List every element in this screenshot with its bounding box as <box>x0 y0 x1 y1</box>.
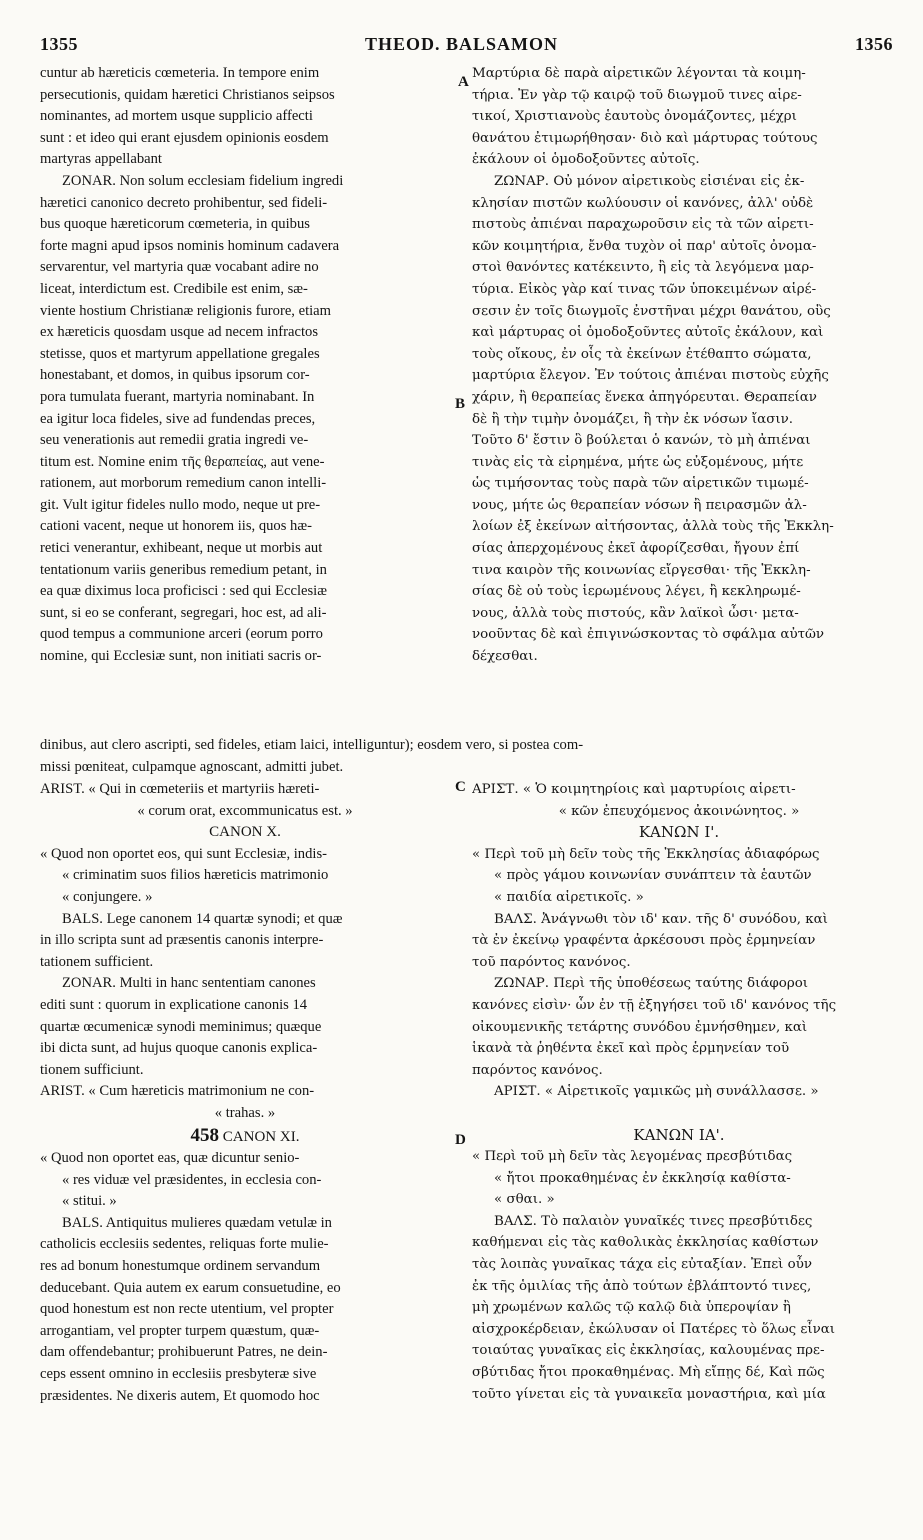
text-line: nomine, qui Ecclesiæ sunt, non initiati sacris or- <box>40 648 322 665</box>
text-line: res ad bonum honestumque ordinem servandum <box>40 1258 321 1275</box>
canon-text: « σθαι. » <box>494 1192 555 1208</box>
arist-summary-greek: ΑΡΙΣΤ. « Αἱρετικοῖς γαμικῶς μὴ συνάλλασσε. » <box>494 1084 819 1100</box>
text-line: ἐκ τῆς ὁμιλίας τῆς ἀπὸ τούτων ἐβλάπτοντό τινες, <box>472 1278 812 1294</box>
text-line: martyras appellabant <box>40 151 162 168</box>
text-line: ΒΑΛΣ. Ἀνάγνωθι τὸν ιδ' καν. τῆς δ' συνόδου, καὶ <box>494 911 828 927</box>
text-line: ὡς τιμήσοντας τοὺς παρὰ τῶν αἱρετικῶν τιμωμέ- <box>472 476 809 492</box>
text-line: Μαρτύρια δὲ παρὰ αἱρετικῶν λέγονται τὰ κοιμη- <box>472 66 806 81</box>
text-line: ΖΩΝΑΡ. Περὶ τῆς ὑποθέσεως ταύτης διάφοροι <box>494 976 809 992</box>
text-line: τοῦτο γίνεται εἰς τὰ γυναικεῖα μοναστήρια, καὶ μία <box>472 1386 826 1402</box>
text-line: cationi vacent, neque ut honorem iis, quos hæ- <box>40 518 312 535</box>
text-line: BALS. Lege canonem 14 quartæ synodi; et quæ <box>62 910 343 927</box>
arist-summary-latin: ARIST. « Qui in cœmeteriis et martyriis hæreti- <box>40 781 320 797</box>
text-line: dinibus, aut clero ascripti, sed fideles, etiam laici, intelliguntur); eosdem vero, si postea com- <box>40 737 584 753</box>
canon-text: « res viduæ vel præsidentes, in ecclesia con- <box>62 1171 322 1188</box>
text-line: τύρια. Εἰκὸς γὰρ καί τινας τῶν ὑποκειμένων αἱρέ- <box>472 281 817 297</box>
latin-column-bottom <box>40 779 450 1407</box>
canon-text: « πρὸς γάμου κοινωνίαν συνάπτειν τὰ ἑαυτῶν <box>494 868 812 884</box>
text-line: sunt : et ideo qui erant ejusdem opinionis eosdem <box>40 129 329 146</box>
text-line: στοὶ θανόντες κατέκειντο, ἢ εἰς τὰ λεγόμενα μαρ- <box>472 260 814 276</box>
text-line: deducebant. Quia autem ex earum consuetudine, eo <box>40 1279 341 1296</box>
greek-column-top <box>472 63 886 668</box>
text-line: τινα καιρὸν τῆς κοινωνίας εἴργεσθαι· τῆς Ἐκκλη- <box>472 562 811 578</box>
running-title: THEOD. BALSAMON <box>364 34 559 54</box>
canon-text: « Quod non oportet eas, quæ dicuntur senio- <box>40 1150 300 1167</box>
margin-letter-a: A <box>458 74 469 90</box>
text-line: ex hæreticis quosdam usque ad necem infractos <box>40 324 319 341</box>
canon-text: « Περὶ τοῦ μὴ δεῖν τὰς λεγομένας πρεσβύτιδας <box>472 1149 793 1165</box>
text-line: bus quoque hæreticorum cœmeteria, in quibus <box>40 216 310 233</box>
text-line: nominantes, ad mortem usque supplicio affecti <box>40 108 313 125</box>
text-line: πιστοὺς ἀπιέναι παραχωροῦσιν εἰς τὰ τῶν αἱρετι- <box>472 217 814 233</box>
arist-summary-greek-cont: « κῶν ἐπευχόμενος ἀκοινώνητος. » <box>558 803 800 819</box>
text-line: νοοῦντας δὲ καὶ ἐπιγινώσκοντας τὸ σφάλμα αὐτῶν <box>472 627 825 643</box>
margin-letter-b: B <box>455 396 466 412</box>
canon-heading-x: CANON X. <box>209 824 281 841</box>
text-line: ZONAR. Multi in hanc sententiam canones <box>62 975 316 992</box>
text-line: editi sunt : quorum in explicatione canonis 14 <box>40 996 308 1013</box>
text-line: tionem sufficiunt. <box>40 1061 144 1078</box>
text-line: ceps essent omnino in ecclesiis presbyteræ sive <box>40 1366 317 1383</box>
text-line: Τοῦτο δ' ἔστιν ὃ βούλεται ὁ κανών, τὸ μὴ ἀπιέναι <box>472 433 811 449</box>
text-line: σβύτιδας ἤτοι προκαθημένας. Μὴ εἴπῃς δέ, Καὶ πῶς <box>472 1365 825 1381</box>
text-line: καὶ μάρτυρας οἱ ὁμοδοξοῦντες αὐτοῖς ἐκάλουν, καὶ <box>472 325 824 341</box>
text-line: τοιαύτας γυναῖκας εἰς ἐκκλησίας, καλουμένας πρε- <box>472 1343 825 1359</box>
canon-text: « criminatim suos filios hæreticis matrimonio <box>62 867 329 884</box>
text-line: νους, μήτε ὡς θεραπείαν νόσων ἢ πειρασμῶν ἀλ- <box>472 497 807 513</box>
margin-letter-c: C <box>455 779 466 795</box>
text-line: χάριν, ἢ θεραπείας ἕνεκα ἀπηγόρευται. Θεραπείαν <box>472 389 817 405</box>
canon-heading-ia: ΚΑΝΩΝ ΙΑ'. <box>633 1125 725 1144</box>
text-line: τὰς λοιπὰς γυναῖκας τάχα εἰς εὐταξίαν. Ἐπεὶ οὖν <box>472 1257 813 1273</box>
text-line: μὴ χρωμένων καλῶς τῷ καλῷ διὰ ὑπεροψίαν ἢ <box>472 1300 791 1316</box>
text-line: præsidentes. Ne dixeris autem, Et quomodo hoc <box>40 1387 320 1404</box>
text-line: καθήμεναι εἰς τὰς καθολικὰς ἐκκλησίας καθίστων <box>472 1235 819 1251</box>
canon-text: « conjungere. » <box>62 888 153 905</box>
text-line: git. Vult igitur fideles nullo modo, neque ut pre- <box>40 496 321 513</box>
canon-heading-xi: 458 CANON XI. <box>190 1124 300 1146</box>
text-line: κανόνες εἰσὶν· ὧν ἐν τῇ ἐξηγήσει τοῦ ιδ' κανόνος τῆς <box>472 997 837 1013</box>
margin-letter-d: D <box>455 1132 466 1148</box>
text-line: ibi dicta sunt, ad hujus quoque canonis explica- <box>40 1040 318 1057</box>
text-line: pora tumulata fuerant, martyria nominabant. In <box>40 388 315 405</box>
text-line: σίας δὲ οὐ τοὺς ἱερωμένους λέγει, ἢ κεκληρωμέ- <box>472 584 801 600</box>
text-line: arrogantiam, vel propter turpem quæstum, quæ- <box>40 1322 320 1339</box>
text-line: ΒΑΛΣ. Τὸ παλαιὸν γυναῖκές τινες πρεσβύτιδες <box>494 1213 813 1229</box>
text-line: τοὺς οἴκους, ἐν οἷς τὰ ἐκείνων ἐτέθαπτο σώματα, <box>472 346 812 362</box>
text-line: missi pœniteat, culpamque agnoscant, admitti jubet. <box>40 758 344 775</box>
text-line: tentationum variis generibus remedium petant, in <box>40 561 327 578</box>
text-line: τικοί, Χριστιανοὺς ἑαυτοὺς ὀνομάζοντες, μέχρι <box>472 109 797 125</box>
text-line: forte magni apud ipsos nominis hominum cadavera <box>40 237 340 254</box>
text-line: liceat, interdictum est. Credibile est enim, sæ- <box>40 280 308 297</box>
text-line: seu venerationis aut remedii gratia ingredi ve- <box>40 432 309 449</box>
text-line: τήρια. Ἐν γὰρ τῷ καιρῷ τοῦ διωγμοῦ τινες αἱρε- <box>472 87 802 103</box>
text-line: λοίων ἐξ ἐκείνων αἰτήσοντας, ἀλλὰ τοὺς τῆς Ἐκκλη- <box>472 519 834 535</box>
text-line: sunt, si eo se conferant, segregari, hoc est, ad ali- <box>40 604 327 621</box>
arist-summary-greek: ΑΡΙΣΤ. « Ὁ κοιμητηρίοις καὶ μαρτυρίοις αἱρετι- <box>472 782 796 797</box>
text-line: οἰκουμενικῆς τετάρτης συνόδου ἐμνήσθημεν, καὶ <box>472 1019 808 1035</box>
text-line: stetisse, quos et martyrum appellatione gregales <box>40 345 320 362</box>
text-line: viente hostium Christianæ religionis furore, etiam <box>40 302 332 319</box>
canon-text: « stitui. » <box>62 1193 117 1210</box>
text-line: αἰσχροκέρδειαν, ἐκώλυσαν οἱ Πατέρες τὸ ὅλως εἶναι <box>472 1321 836 1337</box>
canon-text: « Quod non oportet eos, qui sunt Ecclesiæ, indis- <box>40 845 327 862</box>
text-line: cuntur ab hæreticis cœmeteria. In tempore enim <box>40 65 320 81</box>
canon-heading-i: ΚΑΝΩΝ Ι'. <box>638 823 720 842</box>
text-line: ἱκανὰ τὰ ῥηθέντα ἐκεῖ καὶ πρὸς ἑρμηνείαν τοῦ <box>472 1041 790 1057</box>
full-width-continuation <box>40 735 890 778</box>
text-line: τοῦ παρόντος κανόνος. <box>472 954 631 970</box>
text-line: κλησίαν πιστῶν κωλύουσιν οἱ κανόνες, ἀλλ' οὐδὲ <box>472 195 814 211</box>
canon-text: « παιδία αἱρετικοῖς. » <box>494 889 644 905</box>
text-line: ea quæ diximus loca proficisci : sed qui Ecclesiæ <box>40 583 327 600</box>
text-line: νους, ἀλλὰ τοὺς πιστούς, κἂν λαϊκοὶ ὦσι· μετα- <box>472 605 799 621</box>
latin-column-top <box>40 63 450 668</box>
spacer <box>472 1103 886 1125</box>
text-line: μαρτύρια ἔλεγον. Ἐν τούτοις ἀπιέναι πιστοὺς εὐχῆς <box>472 368 829 384</box>
text-line: titum est. Nomine enim τῆς θεραπείας, aut vene- <box>40 453 325 470</box>
text-line: ἐκάλουν οἱ ὁμοδοξοῦντες αὐτοῖς. <box>472 152 700 168</box>
text-line: rationem, aut morborum remedium canon intelli- <box>40 475 327 492</box>
text-line: persecutionis, quidam hæretici Christianos seipsos <box>40 86 335 103</box>
text-line: παρόντος κανόνος. <box>472 1062 603 1078</box>
text-line: δέχεσθαι. <box>472 649 538 665</box>
text-line: κῶν κοιμητήρια, ἔνθα τυχὸν οἱ παρ' αὐτοῖς ὀνομα- <box>472 238 817 254</box>
page-marker: 458 <box>190 1124 220 1146</box>
text-line: σίας ἀπερχομένους ἐκεῖ ἀφορίζεσθαι, ἤγουν ἐπί <box>472 541 800 557</box>
text-line: honestabant, et domos, in quibus ipsorum cor- <box>40 367 310 384</box>
text-line: hæretici canonico decreto prohibentur, sed fideli- <box>40 194 328 211</box>
text-line: ea igitur loca fideles, sive ad fundendas preces, <box>40 410 316 427</box>
text-line: ZONAR. Non solum ecclesiam fidelium ingredi <box>62 172 344 189</box>
canon-text: « ἤτοι προκαθημένας ἐν ἐκκλησίᾳ καθίστα- <box>494 1170 791 1186</box>
text-line: servarentur, vel martyria quæ vocabant adire no <box>40 259 319 276</box>
text-line: catholicis ecclesiis sedentes, reliquas forte mulie- <box>40 1236 329 1253</box>
text-line: dam offendebantur; prohibuerunt Patres, ne dein- <box>40 1344 328 1361</box>
text-line: τὰ ἐν ἐκείνῳ γραφέντα ἀρκέσουσι πρὸς ἑρμηνείαν <box>472 933 816 949</box>
text-line: ΖΩΝΑΡ. Οὐ μόνον αἱρετικοὺς εἰσιέναι εἰς ἐκ- <box>494 173 805 189</box>
text-line: retici venerantur, exhibeant, neque ut morbis aut <box>40 540 323 557</box>
text-line: δὲ ἢ τὴν τιμὴν ὀνομάζει, ἢ τὴν ἐκ νόσων ἴασιν. <box>472 411 794 427</box>
text-line: σεσιν ἐν τοῖς διωγμοῖς ἐνστῆναι μέχρι θανάτου, οὓς <box>472 303 831 319</box>
arist-summary-latin: ARIST. « Cum hæreticis matrimonium ne con- <box>40 1083 315 1100</box>
arist-summary-latin-cont: « corum orat, excommunicatus est. » <box>137 802 353 819</box>
text-line: τινὰς εἰς τὰ εἰρημένα, μήτε ὡς εὐξομένους, μήτε <box>472 454 804 470</box>
text-line: quartæ œcumenicæ synodi meminimus; quæque <box>40 1018 322 1035</box>
text-line: quod honestum est non recte utentium, vel propter <box>40 1301 334 1318</box>
greek-column-bottom <box>472 779 886 1405</box>
text-line: quod tempus a communione arceri (eorum porro <box>40 626 323 643</box>
left-page-number: 1355 <box>40 34 78 54</box>
arist-summary-latin-cont: « trahas. » <box>214 1104 276 1121</box>
text-line: tationem sufficient. <box>40 953 154 970</box>
text-line: in illo scripta sunt ad præsentis canonis interpre- <box>40 932 324 949</box>
text-line: BALS. Antiquitus mulieres quædam vetulæ in <box>62 1214 332 1231</box>
text-line: θανάτου ἐτιμωρήθησαν· διὸ καὶ μάρτυρας τούτους <box>472 130 818 146</box>
canon-text: « Περὶ τοῦ μὴ δεῖν τοὺς τῆς Ἐκκλησίας ἀδιαφόρως <box>472 846 820 862</box>
right-page-number: 1356 <box>855 34 893 54</box>
